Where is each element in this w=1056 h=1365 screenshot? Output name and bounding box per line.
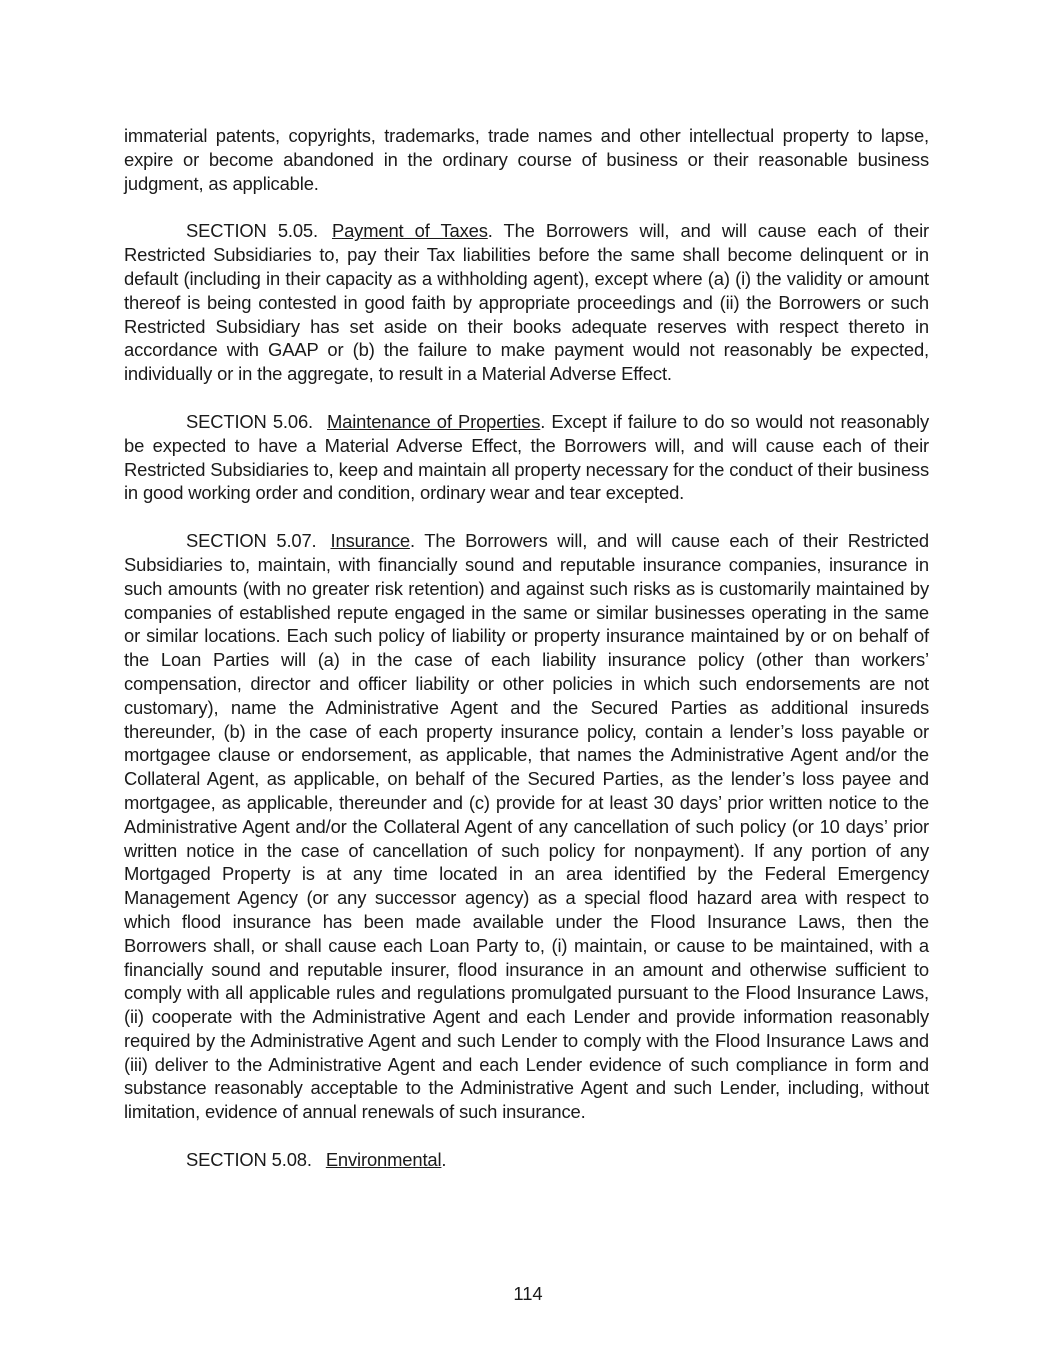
- section-title: Maintenance of Properties: [327, 410, 541, 432]
- section-number: SECTION 5.07.: [186, 530, 317, 552]
- section-title: Insurance: [330, 530, 410, 552]
- section-number: SECTION 5.06.: [186, 410, 313, 432]
- section-text: . The Borrowers will, and will cause each of their Restricted Subsidiaries to, pay their Tax liabilities before the same shall become delinquent or in default (including in their capacity as a withholding agent), except where (a) (i) the validity or amount thereof is being contested in good faith by appropriate proceedings and (ii) the Borrowers or such Restricted Subsidiary has set aside on their books adequate reserves with respect thereto in accordance with GAAP or (b) the failure to make payment would not reasonably be expected, individually or in the aggregate, to result in a Material Adverse Effect.: [124, 220, 929, 385]
- section-5-05-paragraph: [124, 219, 929, 386]
- section-5-08-heading: [124, 1148, 929, 1172]
- section-text: . Except if failure to do so would not reasonably be expected to have a Material Adverse Effect, the Borrowers will, and will cause each of their Restricted Subsidiaries to, keep and maintain all property necessary for the conduct of their business in good working order and condition, ordinary wear and tear excepted.: [124, 410, 929, 504]
- section-title: Environmental: [325, 1149, 442, 1171]
- section-number: SECTION 5.08.: [186, 1149, 312, 1171]
- section-5-07-paragraph: [124, 529, 929, 1124]
- section-text: . The Borrowers will, and will cause each of their Restricted Subsidiaries to, maintain, with financially sound and reputable insurance companies, insurance in such amounts (with no greater risk retention) and against such risks as is customarily maintained by companies of established repute engaged in the same or similar businesses operating in the same or similar locations. Each such policy of liability or property insurance maintained by or on behalf of the Loan Parties will (a) in the case of each liability insurance policy (other than workers’ compensation, director and officer liability or other policies in which such endorsements are not customary), name the Administrative Agent and the Secured Parties as additional insureds thereunder, (b) in the case of each property insurance policy, contain a lender’s loss payable or mortgagee clause or endorsement, as applicable, that names the Administrative Agent and/or the Collateral Agent, as applicable, on behalf of the Secured Parties, as the lender’s loss payee and mortgagee, as applicable, thereunder and (c) provide for at least 30 days’ prior written notice to the Administrative Agent and/or the Collateral Agent of any cancellation of such policy (or 10 days’ prior written notice in the case of cancellation of such policy for nonpayment). If any portion of any Mortgaged Property is at any time located in an area identified by the Federal Emergency Management Agency (or any successor agency) as a special flood hazard area with respect to which flood insurance has been made available under the Flood Insurance Laws, then the Borrowers shall, or shall cause each Loan Party to, (i) maintain, or cause to be maintained, with a financially sound and reputable insurer, flood insurance in an amount and otherwise sufficient to comply with all applicable rules and regulations promulgated pursuant to the Flood Insurance Laws, (ii) cooperate with the Administrative Agent and each Lender and provide information reasonably required by the Administrative Agent and such Lender to comply with the Flood Insurance Laws and (iii) deliver to the Administrative Agent and each Lender evidence of such compliance in form and substance reasonably acceptable to the Administrative Agent and such Lender, including, without limitation, evidence of annual renewals of such insurance.: [124, 530, 930, 1123]
- document-body: [124, 124, 929, 1196]
- section-suffix: .: [441, 1149, 447, 1171]
- page-number: 114: [513, 1283, 543, 1304]
- section-title: Payment of Taxes: [331, 220, 488, 242]
- section-number: SECTION 5.05.: [186, 220, 318, 242]
- continuation-paragraph: immaterial patents, copyrights, trademarks, trade names and other intellectual property to lapse, expire or become abandoned in the ordinary course of business or their reasonable business judgment, as applicable.: [124, 125, 929, 194]
- section-5-06-paragraph: [124, 410, 929, 505]
